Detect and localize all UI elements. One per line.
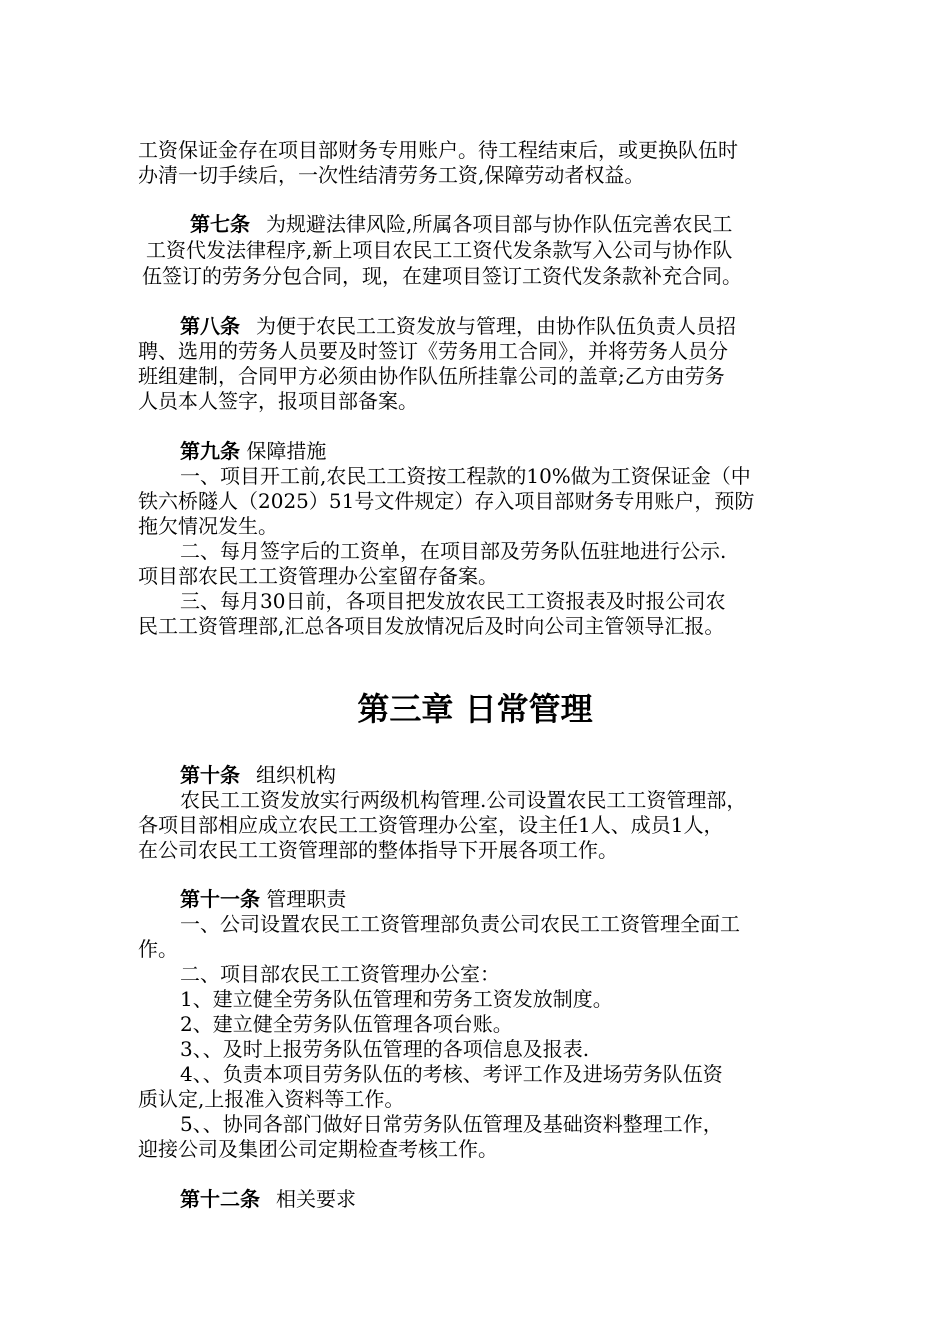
article-9-label: 第九条: [180, 439, 240, 463]
article-10-heading: [180, 763, 880, 787]
article-12-heading: [180, 1187, 880, 1211]
text-line: 2、建立健全劳务队伍管理各项台账。: [180, 1012, 513, 1036]
text-line: 一、项目开工前,农民工工资按工程款的10%做为工资保证金（中: [180, 464, 751, 488]
article-11-title: 管理职责: [266, 887, 347, 911]
text-line: 农民工工资发放实行两级机构管理.公司设置农民工工资管理部，: [180, 788, 747, 812]
text-line: 1、建立健全劳务队伍管理和劳务工资发放制度。: [180, 987, 613, 1011]
text-line: 为便于农民工工资发放与管理，由协作队伍负责人员招: [256, 314, 736, 338]
article-10-label: 第十条: [180, 763, 240, 787]
text-line: 二、项目部农民工工资管理办公室：: [180, 962, 500, 986]
article-9-heading: [180, 439, 880, 463]
article-9-title: 保障措施: [246, 439, 327, 463]
text-line: 一、公司设置农民工工资管理部负责公司农民工工资管理全面工: [180, 912, 740, 936]
article-8-label: 第八条: [180, 314, 240, 338]
text-line: 4、、负责本项目劳务队伍的考核、考评工作及进场劳务队伍资: [180, 1062, 723, 1086]
article-10-title: 组织机构: [256, 763, 336, 787]
article-8-heading: [180, 314, 880, 338]
text-line: 各项目部相应成立农民工工资管理办公室，设主任1人、成员1人，: [138, 813, 724, 837]
text-line: 在公司农民工工资管理部的整体指导下开展各项工作。: [138, 838, 618, 862]
text-line: 班组建制，合同甲方必须由协作队伍所挂靠公司的盖章;乙方由劳务: [138, 364, 725, 388]
text-line: 3、、及时上报劳务队伍管理的各项信息及报表.: [180, 1037, 590, 1061]
text-line: 民工工资管理部,汇总各项目发放情况后及时向公司主管领导汇报。: [138, 614, 725, 638]
text-line: 铁六桥隧人（2025）51号文件规定）存入项目部财务专用账户，预防: [138, 489, 755, 513]
text-line: 5、、协同各部门做好日常劳务队伍管理及基础资料整理工作，: [180, 1112, 723, 1136]
text-line: 质认定,上报准入资料等工作。: [138, 1087, 405, 1111]
text-line: 伍签订的劳务分包合同，现，在建项目签订工资代发条款补充合同。: [142, 264, 742, 288]
text-line: 人员本人签字，报项目部备案。: [138, 389, 418, 413]
text-line: 三、每月30日前，各项目把发放农民工工资报表及时报公司农: [180, 589, 726, 613]
chapter-title: 第三章 日常管理: [357, 690, 593, 728]
text-line: 办清一切手续后，一次性结清劳务工资,保障劳动者权益。: [138, 163, 645, 187]
article-11-heading: [180, 887, 880, 911]
text-line: 二、每月签字后的工资单，在项目部及劳务队伍驻地进行公示.: [180, 539, 727, 563]
article-7-heading: [190, 212, 890, 236]
text-line: 拖欠情况发生。: [138, 514, 278, 538]
text-line: 工资保证金存在项目部财务专用账户。待工程结束后，或更换队伍时: [138, 138, 738, 162]
article-12-label: 第十二条: [180, 1187, 260, 1211]
article-7-label: 第七条: [190, 212, 250, 236]
text-line: 作。: [138, 937, 178, 961]
article-11-label: 第十一条: [180, 887, 260, 911]
text-line: 聘、选用的劳务人员要及时签订《劳务用工合同》，并将劳务人员分: [138, 339, 728, 363]
text-line: 为规避法律风险,所属各项目部与协作队伍完善农民工: [266, 212, 733, 236]
text-line: 工资代发法律程序,新上项目农民工工资代发条款写入公司与协作队: [146, 238, 733, 262]
text-line: 项目部农民工工资管理办公室留存备案。: [138, 564, 498, 588]
article-12-title: 相关要求: [276, 1187, 356, 1211]
text-line: 迎接公司及集团公司定期检查考核工作。: [138, 1137, 498, 1161]
